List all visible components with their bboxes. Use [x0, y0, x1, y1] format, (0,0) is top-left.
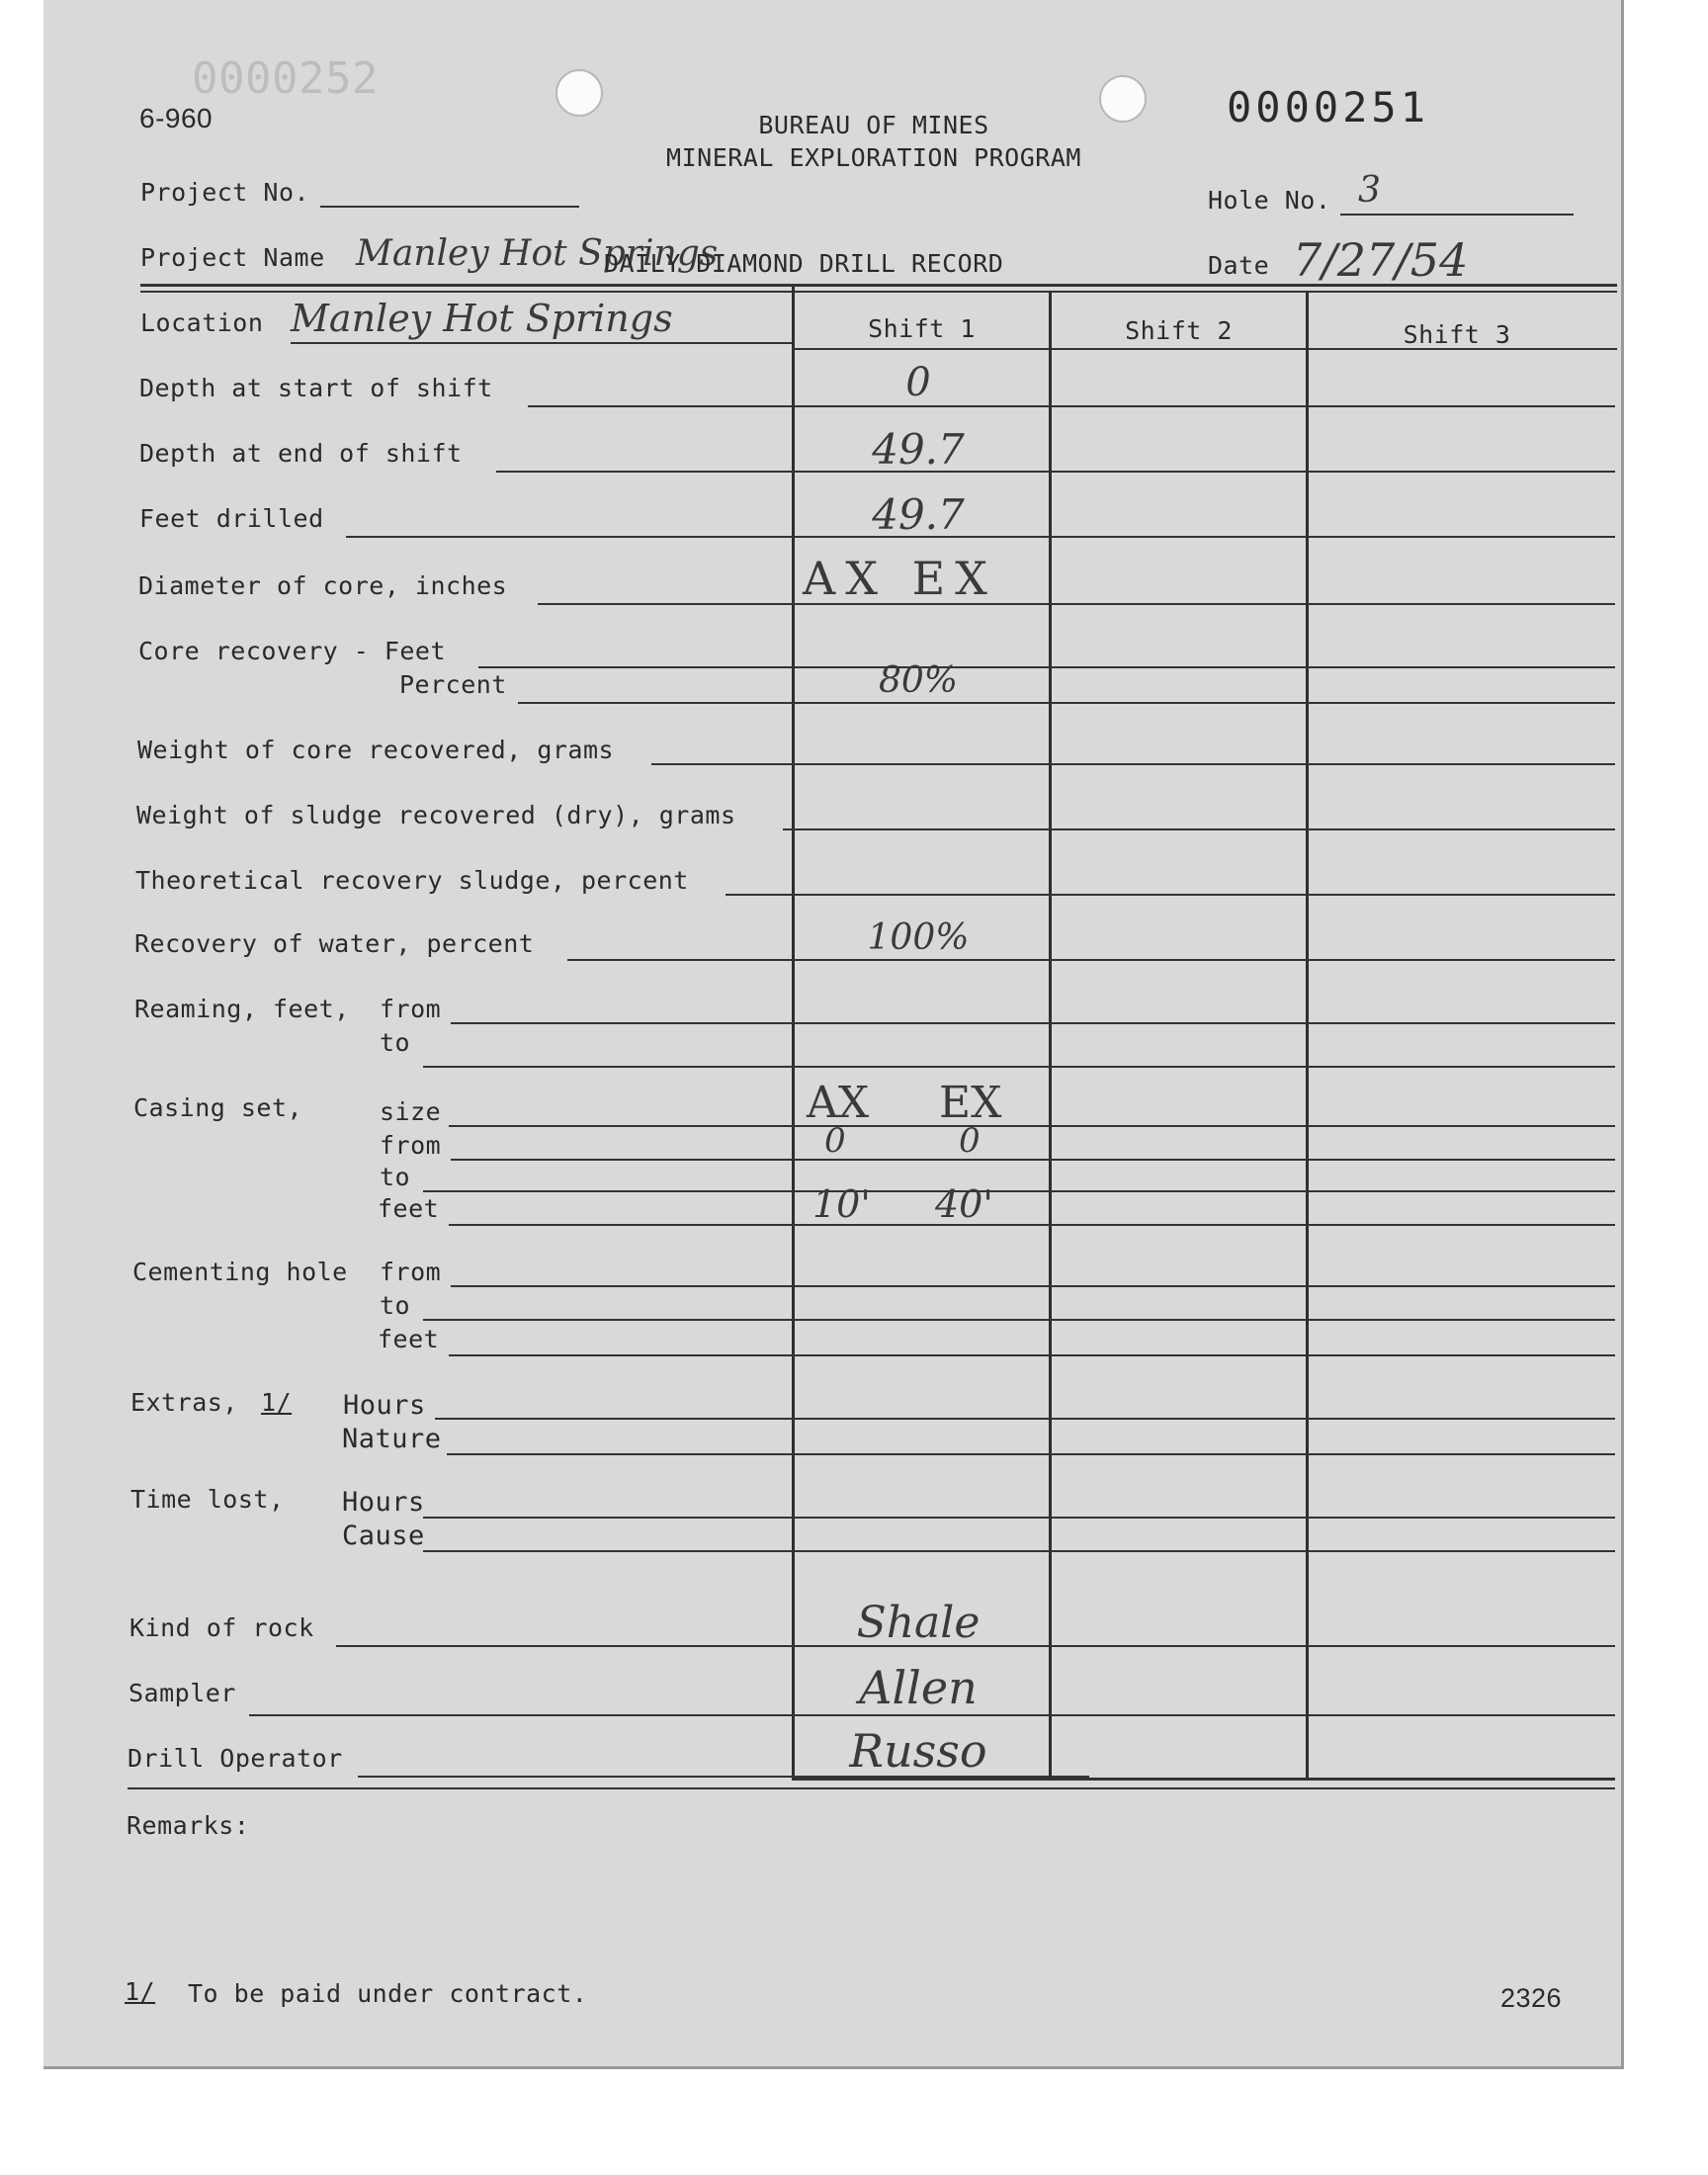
extras-hours-label: Hours — [343, 1390, 426, 1421]
weight-sludge-label: Weight of sludge recovered (dry), grams — [136, 801, 736, 829]
extras-hours-line — [435, 1418, 1615, 1420]
shift-header-line — [792, 348, 1617, 350]
weight-core-line — [651, 763, 1615, 765]
diameter-shift1[interactable]: AX EX — [803, 552, 997, 605]
core-recovery-percent-label: Percent — [399, 670, 507, 699]
shift-3-header: Shift 3 — [1403, 320, 1511, 349]
form-number: 6-960 — [139, 103, 214, 133]
location-value: Manley Hot Springs — [291, 297, 673, 340]
shift-2-header: Shift 2 — [1125, 316, 1233, 345]
water-recovery-line — [567, 959, 1615, 961]
faint-document-number: 0000252 — [192, 53, 379, 104]
extras-label: Extras, — [130, 1388, 238, 1417]
casing-size-label: size — [380, 1097, 442, 1126]
page-code: 2326 — [1500, 1983, 1563, 2013]
theoretical-sludge-label: Theoretical recovery sludge, percent — [135, 866, 689, 895]
casing-size-line — [449, 1125, 1615, 1127]
hole-no-value: 3 — [1358, 170, 1381, 211]
reaming-from-label: from — [380, 995, 442, 1023]
depth-start-line — [528, 405, 1615, 407]
casing-label: Casing set, — [133, 1093, 303, 1122]
casing-feet-label: feet — [378, 1194, 440, 1223]
depth-end-shift1[interactable]: 49.7 — [872, 425, 965, 474]
cementing-to-line — [423, 1319, 1615, 1321]
hole-no-field[interactable] — [1340, 214, 1574, 216]
cementing-feet-label: feet — [378, 1325, 440, 1353]
document-number: 0000251 — [1227, 83, 1430, 131]
core-recovery-percent-line — [518, 702, 1615, 704]
location-line — [291, 342, 792, 344]
casing-to-label: to — [380, 1163, 411, 1191]
kind-of-rock-line — [336, 1645, 1615, 1647]
theoretical-sludge-line — [726, 894, 1615, 896]
footnote-mark: 1/ — [125, 1977, 156, 2006]
extras-nature-line — [447, 1453, 1615, 1455]
drill-operator-shift1[interactable]: Russo — [849, 1724, 987, 1778]
form-sheet — [43, 0, 1624, 2069]
core-recovery-feet-line — [478, 666, 1615, 668]
project-name-value: Manley Hot Springs — [356, 233, 719, 274]
cementing-from-label: from — [380, 1258, 442, 1286]
header-rule-1 — [140, 284, 1617, 287]
depth-start-label: Depth at start of shift — [139, 374, 493, 402]
hole-no-label: Hole No. — [1208, 186, 1331, 215]
date-label: Date — [1208, 251, 1270, 280]
casing-from-label: from — [380, 1131, 442, 1160]
shift-1-header: Shift 1 — [868, 314, 976, 343]
project-name-label: Project Name — [140, 243, 325, 272]
feet-drilled-line — [346, 536, 1615, 538]
reaming-to-label: to — [380, 1028, 411, 1057]
cementing-from-line — [451, 1285, 1615, 1287]
casing-size-shift1-b[interactable]: EX — [939, 1078, 1002, 1128]
remarks-label: Remarks: — [127, 1811, 250, 1840]
sampler-line — [249, 1714, 1615, 1716]
record-title: DAILY DIAMOND DRILL RECORD — [604, 249, 1004, 278]
footnote-text: To be paid under contract. — [188, 1979, 588, 2008]
table-bottom-rule-2 — [128, 1787, 1615, 1789]
casing-feet-shift1-b[interactable]: 40' — [935, 1182, 993, 1226]
weight-core-label: Weight of core recovered, grams — [137, 736, 615, 764]
depth-end-line — [496, 471, 1615, 473]
column-divider-2 — [1049, 291, 1052, 1778]
header-rule-2 — [140, 291, 1617, 293]
extras-nature-label: Nature — [342, 1424, 442, 1454]
time-lost-cause-label: Cause — [342, 1521, 425, 1551]
reaming-from-line — [451, 1022, 1615, 1024]
casing-from-line — [451, 1159, 1615, 1161]
casing-to-line — [423, 1190, 1615, 1192]
time-lost-hours-line — [423, 1517, 1615, 1519]
punch-hole-left — [555, 69, 603, 117]
depth-start-shift1[interactable]: 0 — [905, 360, 931, 405]
feet-drilled-shift1[interactable]: 49.7 — [872, 490, 965, 539]
extras-footnote-mark: 1/ — [261, 1388, 293, 1417]
casing-from-shift1-b[interactable]: 0 — [959, 1121, 981, 1161]
water-recovery-shift1[interactable]: 100% — [867, 917, 970, 958]
kind-of-rock-label: Kind of rock — [129, 1613, 314, 1642]
feet-drilled-label: Feet drilled — [139, 504, 324, 533]
diameter-label: Diameter of core, inches — [138, 571, 508, 600]
casing-feet-line — [449, 1224, 1615, 1226]
depth-end-label: Depth at end of shift — [139, 439, 463, 468]
casing-size-shift1-a[interactable]: AX — [807, 1078, 870, 1128]
time-lost-label: Time lost, — [130, 1485, 285, 1514]
drill-operator-label: Drill Operator — [128, 1744, 343, 1773]
agency-title: BUREAU OF MINES — [758, 111, 989, 139]
sampler-label: Sampler — [128, 1679, 236, 1707]
casing-feet-shift1-a[interactable]: 10' — [812, 1182, 871, 1226]
core-recovery-feet-label: Core recovery - Feet — [138, 637, 447, 665]
time-lost-cause-line — [423, 1550, 1615, 1552]
table-bottom-rule-1 — [792, 1778, 1615, 1781]
sampler-shift1[interactable]: Allen — [859, 1661, 978, 1714]
water-recovery-label: Recovery of water, percent — [134, 929, 535, 958]
cementing-to-label: to — [380, 1291, 411, 1320]
time-lost-hours-label: Hours — [342, 1487, 425, 1518]
project-no-label: Project No. — [140, 178, 310, 207]
core-recovery-percent-shift1[interactable]: 80% — [878, 660, 958, 701]
project-no-field[interactable] — [320, 206, 579, 208]
casing-from-shift1-a[interactable]: 0 — [824, 1121, 846, 1161]
cementing-feet-line — [449, 1354, 1615, 1356]
weight-sludge-line — [783, 828, 1615, 830]
reaming-label: Reaming, feet, — [134, 995, 350, 1023]
reaming-to-line — [423, 1066, 1615, 1068]
cementing-label: Cementing hole — [132, 1258, 348, 1286]
location-label: Location — [140, 308, 264, 337]
program-title: MINERAL EXPLORATION PROGRAM — [666, 143, 1081, 172]
kind-of-rock-shift1[interactable]: Shale — [856, 1598, 981, 1648]
column-divider-3 — [1306, 291, 1309, 1778]
diameter-line — [538, 603, 1615, 605]
date-value: 7/27/54 — [1293, 233, 1469, 287]
